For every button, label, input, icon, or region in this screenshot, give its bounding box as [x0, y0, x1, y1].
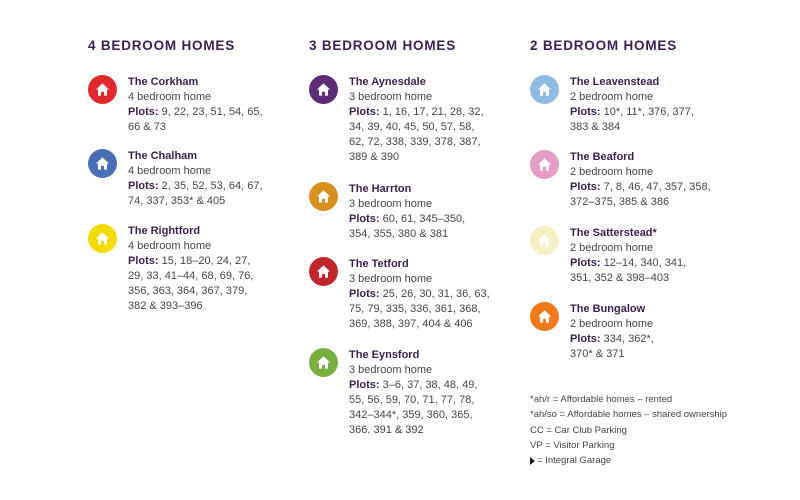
- home-type: 3 bedroom home: [349, 198, 433, 210]
- legend-visitor-parking: VP = Visitor Parking: [530, 439, 615, 451]
- column-2-bedroom: [530, 38, 750, 376]
- house-icon: [530, 302, 559, 331]
- home-entry-leavenstead: [530, 75, 750, 135]
- plots-label: Plots:: [128, 106, 159, 118]
- home-name: The Rightford: [128, 225, 201, 237]
- house-icon: [309, 182, 338, 211]
- home-entry-aynesdale: [309, 75, 529, 165]
- legend: [530, 392, 727, 468]
- home-type: 4 bedroom home: [128, 91, 212, 103]
- home-type: 3 bedroom home: [349, 364, 433, 376]
- home-name: The Tetford: [349, 258, 409, 270]
- home-plots: [349, 212, 529, 242]
- plots-list: 1, 16, 17, 21, 28, 32, 34, 39, 40, 45, 50, 57, 58, 62, 72, 338, 339, 378, 387, 389 & 390: [349, 106, 484, 163]
- plots-list: 12–14, 340, 341, 351, 352 & 398–403: [570, 257, 687, 284]
- home-plots: [349, 378, 529, 438]
- legend-affordable-rented: *ah/r = Affordable homes – rented: [530, 394, 673, 405]
- plots-list: 60, 61, 345–350, 354, 355, 380 & 381: [349, 213, 466, 240]
- home-type: 2 bedroom home: [570, 166, 654, 178]
- house-icon: [530, 226, 559, 255]
- home-type: 4 bedroom home: [128, 240, 212, 252]
- column-4-bedroom: [88, 38, 308, 328]
- plots-label: Plots:: [570, 333, 601, 345]
- home-plots: [128, 179, 308, 209]
- house-icon: [309, 348, 338, 377]
- house-icon: [88, 75, 117, 104]
- plots-list: 3–6, 37, 38, 48, 49, 55, 56, 59, 70, 71, 77, 78, 342–344*, 359, 360, 365, 366, 391 & 392: [349, 379, 478, 436]
- plots-list: 10*, 11*, 376, 377, 383 & 384: [570, 106, 694, 133]
- plots-label: Plots:: [570, 106, 601, 118]
- plots-label: Plots:: [570, 181, 601, 193]
- plots-label: Plots:: [128, 255, 159, 267]
- house-icon: [530, 150, 559, 179]
- home-plots: [570, 332, 750, 362]
- home-name: The Harrton: [349, 183, 412, 195]
- plots-list: 7, 8, 46, 47, 357, 358, 372–375, 385 & 386: [570, 181, 711, 208]
- home-plots: [570, 180, 750, 210]
- column-heading: 3 BEDROOM HOMES: [309, 38, 457, 53]
- house-icon: [88, 149, 117, 178]
- home-entry-eynsford: [309, 348, 529, 438]
- plots-label: Plots:: [128, 180, 159, 192]
- home-name: The Chalham: [128, 150, 198, 162]
- home-type: 3 bedroom home: [349, 91, 433, 103]
- home-name: The Corkham: [128, 76, 199, 88]
- home-plots: [349, 287, 529, 332]
- legend-affordable-shared: *ah/so = Affordable homes – shared ownership: [530, 409, 728, 421]
- home-type: 3 bedroom home: [349, 273, 433, 285]
- home-name: The Eynsford: [349, 349, 420, 361]
- home-name: The Beaford: [570, 151, 635, 163]
- home-entry-bungalow: [530, 302, 750, 362]
- legend-integral-garage: [530, 453, 727, 468]
- legend-car-club: CC = Car Club Parking: [530, 424, 627, 436]
- home-entry-tetford: [309, 257, 529, 332]
- home-entry-chalham: [88, 149, 308, 209]
- home-type: 2 bedroom home: [570, 91, 654, 103]
- home-plots: [128, 254, 308, 314]
- home-entry-rightford: [88, 224, 308, 314]
- plots-list: 15, 18–20, 24, 27, 29, 33, 41–44, 68, 69, 76, 356, 363, 364, 367, 379, 382 & 393–396: [128, 255, 254, 312]
- home-type: 2 bedroom home: [570, 318, 654, 330]
- home-entry-satterstead: [530, 226, 750, 286]
- home-name: The Bungalow: [570, 303, 646, 315]
- plots-list: 334, 362*, 370* & 371: [570, 333, 654, 360]
- house-icon: [309, 257, 338, 286]
- home-type: 2 bedroom home: [570, 242, 654, 254]
- home-name: The Aynesdale: [349, 76, 426, 88]
- home-name: The Leavenstead: [570, 76, 660, 88]
- home-entry-beaford: [530, 150, 750, 210]
- home-name: The Satterstead*: [570, 227, 657, 239]
- column-heading: 2 BEDROOM HOMES: [530, 38, 678, 53]
- house-icon: [530, 75, 559, 104]
- column-3-bedroom: [309, 38, 529, 452]
- home-plots: [570, 105, 750, 135]
- plots-label: Plots:: [349, 106, 380, 118]
- plots-label: Plots:: [349, 288, 380, 300]
- home-type: 4 bedroom home: [128, 165, 212, 177]
- house-icon: [88, 224, 117, 253]
- home-entry-harrton: [309, 182, 529, 242]
- plots-label: Plots:: [570, 257, 601, 269]
- plots-label: Plots:: [349, 379, 380, 391]
- plots-list: 2, 35, 52, 53, 64, 67, 74, 337, 353* & 405: [128, 180, 263, 207]
- home-plots: [349, 105, 529, 165]
- plots-list: 25, 26, 30, 31, 36, 63, 75, 79, 335, 336, 361, 368, 369, 388, 397, 404 & 406: [349, 288, 490, 330]
- plots-list: 9, 22, 23, 51, 54, 65, 66 & 73: [128, 106, 263, 133]
- plots-label: Plots:: [349, 213, 380, 225]
- triangle-marker-icon: [530, 457, 535, 465]
- home-entry-corkham: [88, 75, 308, 135]
- legend-garage-text: = Integral Garage: [537, 455, 612, 467]
- home-plots: [570, 256, 750, 286]
- house-icon: [309, 75, 338, 104]
- column-heading: 4 BEDROOM HOMES: [88, 38, 236, 53]
- home-plots: [128, 105, 308, 135]
